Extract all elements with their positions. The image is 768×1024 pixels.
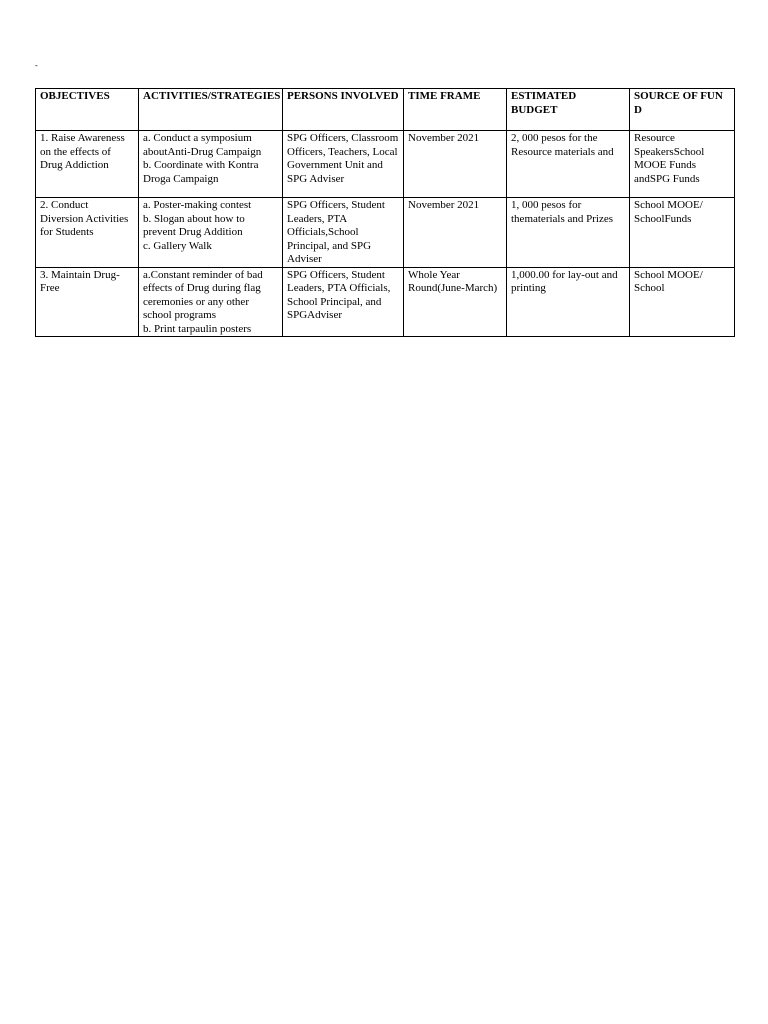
persons-cell: SPG Officers, Student Leaders, PTA Officials, School Principal, and SPGAdviser — [283, 267, 404, 337]
source-cell: Resource SpeakersSchool MOOE Funds andSPG Funds — [630, 131, 735, 198]
objective-cell: 1. Raise Awareness on the effects of Drug Addiction — [36, 131, 139, 198]
header-time-frame: TIME FRAME — [404, 89, 507, 131]
table-row — [36, 267, 735, 337]
budget-cell: 1, 000 pesos for thematerials and Prizes — [507, 198, 630, 268]
budget-cell: 1,000.00 for lay-out and printing — [507, 267, 630, 337]
source-cell: School MOOE/ School — [630, 267, 735, 337]
header-objectives: OBJECTIVES — [36, 89, 139, 131]
activity-item: a. Poster-making contest — [143, 199, 252, 211]
table-row — [36, 198, 735, 268]
table-row — [36, 131, 735, 198]
table-header-row — [36, 89, 735, 131]
header-estimated-budget: ESTIMATED BUDGET — [507, 89, 630, 131]
budget-cell: 2, 000 pesos for the Resource materials and — [507, 131, 630, 198]
header-activities: ACTIVITIES/STRATEGIES — [139, 89, 283, 131]
time-frame-cell: November 2021 — [404, 198, 507, 268]
header-source-of-fund: SOURCE OF FUN D — [630, 89, 735, 131]
time-frame-cell: Whole Year Round(June-March) — [404, 267, 507, 337]
activity-item: a.Constant reminder of bad effects of Drug during flag ceremonies or any other school programs — [143, 268, 263, 321]
activity-item: b. Coordinate with Kontra Droga Campaign — [143, 159, 259, 185]
header-persons-involved: PERSONS INVOLVED — [283, 89, 404, 131]
activities-cell — [139, 198, 283, 268]
objective-cell: 3. Maintain Drug-Free — [36, 267, 139, 337]
persons-cell: SPG Officers, Classroom Officers, Teachers, Local Government Unit and SPG Adviser — [283, 131, 404, 198]
page-mark: - — [35, 61, 38, 70]
activity-item: c. Gallery Walk — [143, 239, 212, 252]
source-cell: School MOOE/ SchoolFunds — [630, 198, 735, 268]
objective-cell: 2. Conduct Diversion Activities for Students — [36, 198, 139, 268]
time-frame-cell: November 2021 — [404, 131, 507, 198]
activity-item: a. Conduct a symposium aboutAnti-Drug Campaign — [143, 132, 262, 158]
activity-item: b. Slogan about how to prevent Drug Addition — [143, 212, 245, 238]
action-plan-table — [35, 88, 735, 337]
persons-cell: SPG Officers, Student Leaders, PTA Officials,School Principal, and SPG Adviser — [283, 198, 404, 268]
activities-cell — [139, 131, 283, 198]
activities-cell — [139, 267, 283, 337]
activity-item: b. Print tarpaulin posters — [143, 322, 252, 335]
